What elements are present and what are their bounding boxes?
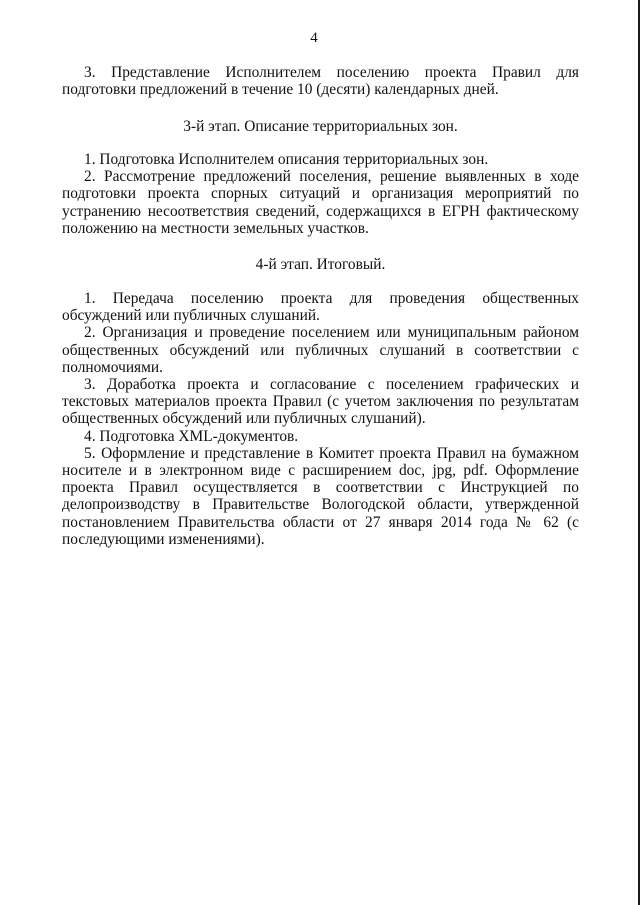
stage-4-heading: 4-й этап. Итоговый.: [255, 256, 386, 273]
paragraph-3-2: 2. Рассмотрение предложений поселения, решение выявленных в ходе подготовки проекта спорных ситуаций и организация мероприятий по устранению несоответствия сведений, содержащихся в ЕГРН фактическому положению на местности земельных участков.: [62, 168, 579, 237]
paragraph-4-5: 5. Оформление и представление в Комитет проекта Правил на бумажном носителе и в электронном виде с расширением doc, jpg, pdf. Оформление проекта Правил осуществляется в соответствии с Инструкцией по делопроизводству в Правительстве Вологодской области, утвержденной постановлением Правительства области от 27 января 2014 года № 62 (с последующими изменениями).: [62, 444, 579, 548]
section-2-tail: [62, 64, 579, 98]
page-number: 4: [310, 30, 318, 46]
paragraph-4-4: 4. Подготовка XML-документов.: [84, 427, 299, 445]
paragraph-4-1: 1. Передача поселению проекта для проведения общественных обсуждений или публичных слушаний.: [62, 290, 579, 325]
paragraph-4-3: 3. Доработка проекта и согласование с поселением графических и текстовых материалов проекта Правил (с учетом заключения по результатам общественных обсуждений или публичных слушаний).: [62, 376, 579, 428]
stage-3-heading: 3-й этап. Описание территориальных зон.: [183, 118, 458, 135]
stage-4-list: [62, 290, 579, 548]
paragraph-2-3: 3. Представление Исполнителем поселению проекта Правил для подготовки предложений в течение 10 (десяти) календарных дней.: [62, 64, 579, 99]
paragraph-4-2: 2. Организация и проведение поселением или муниципальным районом общественных обсуждений или публичных слушаний в соответствии с полномочиями.: [62, 324, 579, 376]
stage-3-list: [62, 151, 579, 237]
paragraph-3-1: 1. Подготовка Исполнителем описания территориальных зон.: [84, 151, 489, 168]
